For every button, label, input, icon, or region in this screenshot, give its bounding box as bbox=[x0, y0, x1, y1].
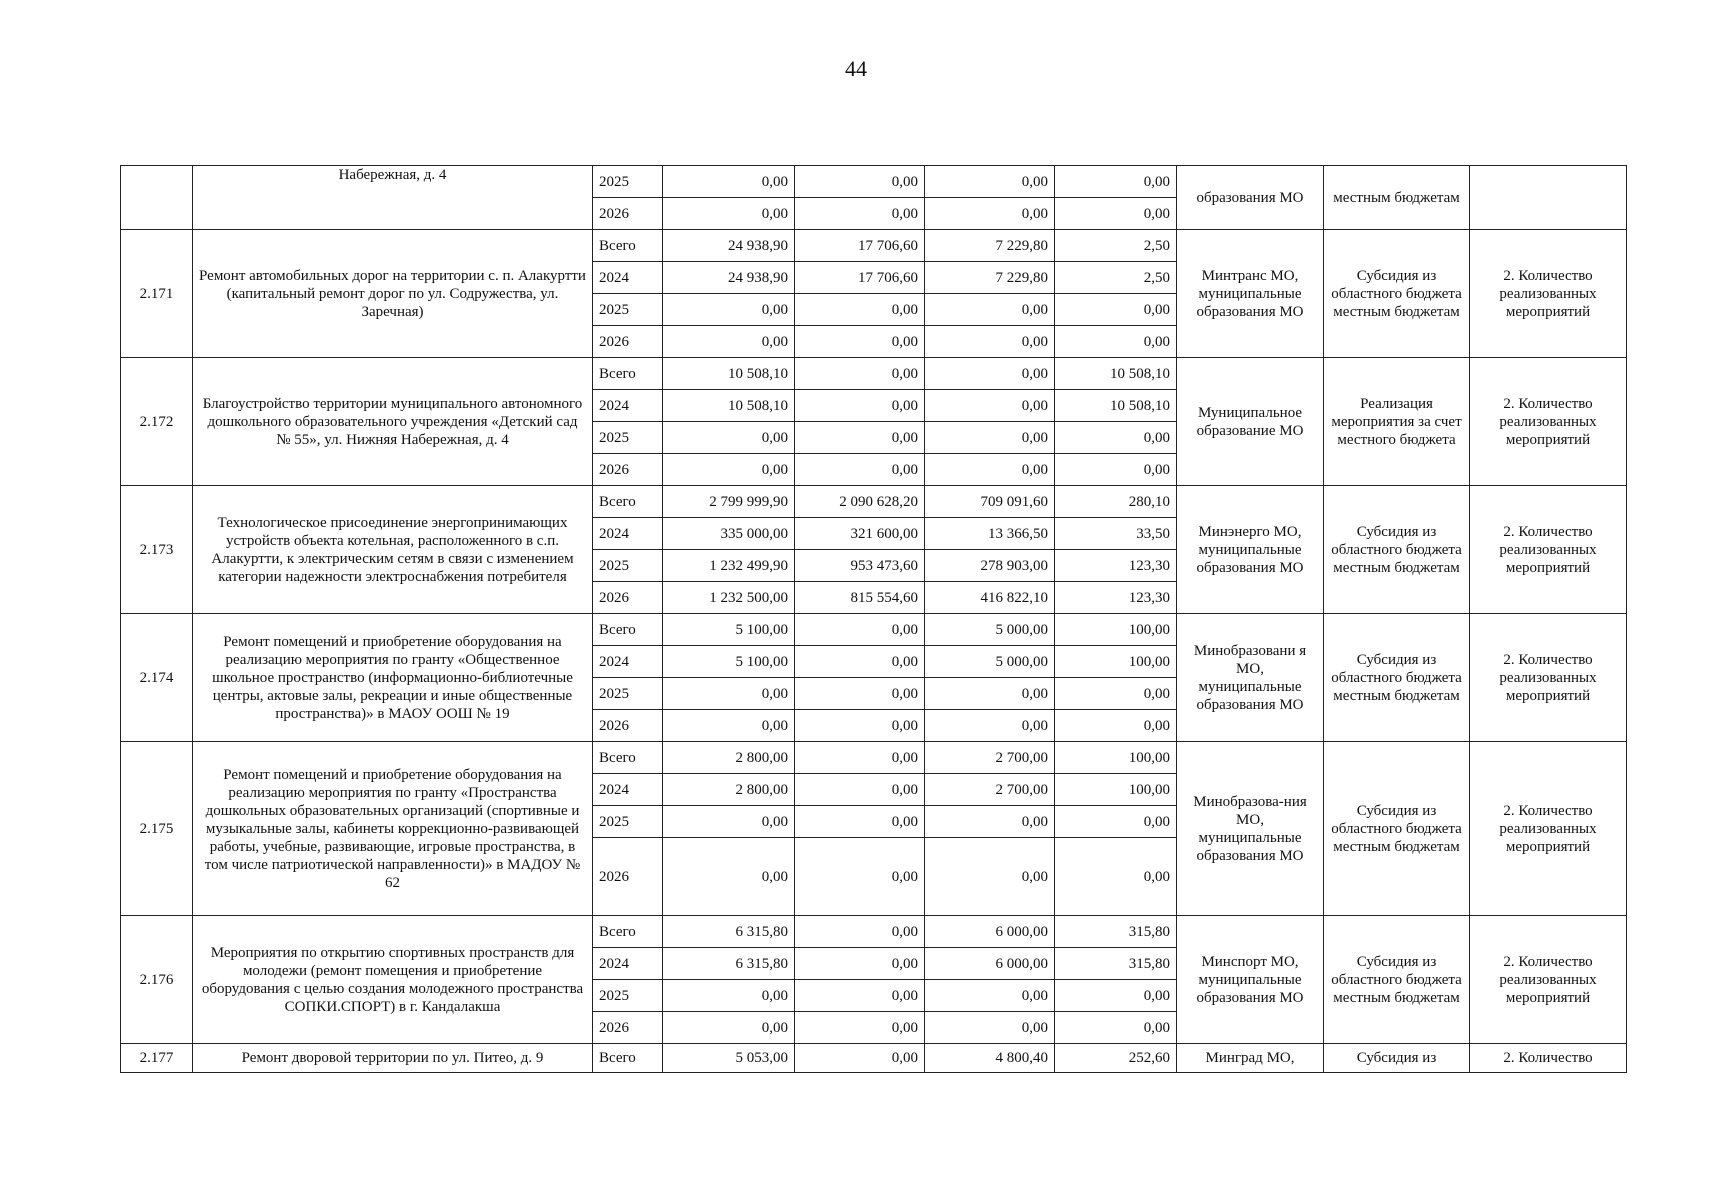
regional-amount-cell: 0,00 bbox=[925, 806, 1055, 838]
total-amount-cell: 0,00 bbox=[663, 710, 795, 742]
budget-table-container bbox=[120, 165, 1626, 1073]
federal-amount-cell: 0,00 bbox=[795, 774, 925, 806]
local-amount-cell: 0,00 bbox=[1055, 454, 1177, 486]
total-amount-cell: 0,00 bbox=[663, 838, 795, 916]
total-amount-cell: 5 053,00 bbox=[663, 1044, 795, 1073]
regional-amount-cell: 7 229,80 bbox=[925, 230, 1055, 262]
period-cell: 2024 bbox=[593, 646, 663, 678]
total-amount-cell: 2 800,00 bbox=[663, 742, 795, 774]
row-number-cell: 2.173 bbox=[121, 486, 193, 614]
row-number-cell: 2.172 bbox=[121, 358, 193, 486]
federal-amount-cell: 0,00 bbox=[795, 422, 925, 454]
local-amount-cell: 280,10 bbox=[1055, 486, 1177, 518]
measure-name-cell: Ремонт помещений и приобретение оборудования на реализацию мероприятия по гранту «Пространства дошкольных образовательных организаций (спортивные и музыкальные залы, кабинеты коррекционно-развивающей работы, учебные, развивающие, игровые пространства, в том числе патриотической направленности)» в МАДОУ № 62 bbox=[193, 742, 593, 916]
regional-amount-cell: 0,00 bbox=[925, 1012, 1055, 1044]
regional-amount-cell: 0,00 bbox=[925, 358, 1055, 390]
local-amount-cell: 0,00 bbox=[1055, 806, 1177, 838]
federal-amount-cell: 0,00 bbox=[795, 916, 925, 948]
total-amount-cell: 0,00 bbox=[663, 1012, 795, 1044]
period-cell: Всего bbox=[593, 230, 663, 262]
federal-amount-cell: 0,00 bbox=[795, 806, 925, 838]
local-amount-cell: 315,80 bbox=[1055, 916, 1177, 948]
local-amount-cell: 100,00 bbox=[1055, 614, 1177, 646]
total-amount-cell: 24 938,90 bbox=[663, 230, 795, 262]
federal-amount-cell: 17 706,60 bbox=[795, 262, 925, 294]
regional-amount-cell: 0,00 bbox=[925, 980, 1055, 1012]
local-amount-cell: 10 508,10 bbox=[1055, 390, 1177, 422]
regional-amount-cell: 2 700,00 bbox=[925, 774, 1055, 806]
federal-amount-cell: 0,00 bbox=[795, 710, 925, 742]
local-amount-cell: 2,50 bbox=[1055, 262, 1177, 294]
period-cell: 2026 bbox=[593, 198, 663, 230]
federal-amount-cell: 0,00 bbox=[795, 646, 925, 678]
period-cell: 2024 bbox=[593, 518, 663, 550]
total-amount-cell: 2 800,00 bbox=[663, 774, 795, 806]
measure-name-cell: Благоустройство территории муниципального автономного дошкольного образовательного учреждения «Детский сад № 55», ул. Нижняя Набережная, д. 4 bbox=[193, 358, 593, 486]
local-amount-cell: 0,00 bbox=[1055, 980, 1177, 1012]
indicator-cell: 2. Количество bbox=[1470, 1044, 1627, 1073]
local-amount-cell: 0,00 bbox=[1055, 198, 1177, 230]
period-cell: Всего bbox=[593, 1044, 663, 1073]
regional-amount-cell: 278 903,00 bbox=[925, 550, 1055, 582]
local-amount-cell: 100,00 bbox=[1055, 774, 1177, 806]
funding-source-cell: Субсидия из областного бюджета местным бюджетам bbox=[1324, 916, 1470, 1044]
measure-name-cell: Набережная, д. 4 bbox=[193, 166, 593, 230]
federal-amount-cell: 0,00 bbox=[795, 390, 925, 422]
row-number-cell: 2.176 bbox=[121, 916, 193, 1044]
federal-amount-cell: 0,00 bbox=[795, 678, 925, 710]
total-amount-cell: 24 938,90 bbox=[663, 262, 795, 294]
regional-amount-cell: 7 229,80 bbox=[925, 262, 1055, 294]
row-number-cell bbox=[121, 166, 193, 230]
funding-source-cell: местным бюджетам bbox=[1324, 166, 1470, 230]
total-amount-cell: 0,00 bbox=[663, 422, 795, 454]
executor-cell: Минэнерго МО, муниципальные образования МО bbox=[1177, 486, 1324, 614]
local-amount-cell: 0,00 bbox=[1055, 1012, 1177, 1044]
period-cell: 2026 bbox=[593, 1012, 663, 1044]
table-body bbox=[121, 166, 1627, 1073]
total-amount-cell: 6 315,80 bbox=[663, 916, 795, 948]
local-amount-cell: 100,00 bbox=[1055, 646, 1177, 678]
measure-name-cell: Ремонт помещений и приобретение оборудования на реализацию мероприятия по гранту «Общественное школьное пространство (информационно-библиотечные центры, актовые залы, рекреации и иные общественные пространства)» в МАОУ ООШ № 19 bbox=[193, 614, 593, 742]
regional-amount-cell: 0,00 bbox=[925, 454, 1055, 486]
period-cell: 2025 bbox=[593, 806, 663, 838]
regional-amount-cell: 709 091,60 bbox=[925, 486, 1055, 518]
indicator-cell: 2. Количество реализованных мероприятий bbox=[1470, 358, 1627, 486]
total-amount-cell: 5 100,00 bbox=[663, 614, 795, 646]
local-amount-cell: 252,60 bbox=[1055, 1044, 1177, 1073]
period-cell: 2026 bbox=[593, 582, 663, 614]
federal-amount-cell: 0,00 bbox=[795, 614, 925, 646]
indicator-cell: 2. Количество реализованных мероприятий bbox=[1470, 614, 1627, 742]
regional-amount-cell: 13 366,50 bbox=[925, 518, 1055, 550]
executor-cell: Минград МО, bbox=[1177, 1044, 1324, 1073]
period-cell: 2025 bbox=[593, 294, 663, 326]
indicator-cell bbox=[1470, 166, 1627, 230]
executor-cell: Минобразова-ния МО, муниципальные образования МО bbox=[1177, 742, 1324, 916]
period-cell: 2026 bbox=[593, 710, 663, 742]
local-amount-cell: 0,00 bbox=[1055, 166, 1177, 198]
local-amount-cell: 33,50 bbox=[1055, 518, 1177, 550]
total-amount-cell: 0,00 bbox=[663, 166, 795, 198]
period-cell: 2024 bbox=[593, 774, 663, 806]
funding-source-cell: Субсидия из областного бюджета местным бюджетам bbox=[1324, 486, 1470, 614]
funding-source-cell: Субсидия из bbox=[1324, 1044, 1470, 1073]
local-amount-cell: 2,50 bbox=[1055, 230, 1177, 262]
local-amount-cell: 123,30 bbox=[1055, 550, 1177, 582]
federal-amount-cell: 815 554,60 bbox=[795, 582, 925, 614]
local-amount-cell: 0,00 bbox=[1055, 838, 1177, 916]
regional-amount-cell: 2 700,00 bbox=[925, 742, 1055, 774]
regional-amount-cell: 416 822,10 bbox=[925, 582, 1055, 614]
total-amount-cell: 2 799 999,90 bbox=[663, 486, 795, 518]
total-amount-cell: 1 232 499,90 bbox=[663, 550, 795, 582]
local-amount-cell: 123,30 bbox=[1055, 582, 1177, 614]
period-cell: Всего bbox=[593, 742, 663, 774]
row-number-cell: 2.175 bbox=[121, 742, 193, 916]
local-amount-cell: 0,00 bbox=[1055, 326, 1177, 358]
total-amount-cell: 1 232 500,00 bbox=[663, 582, 795, 614]
measure-name-cell: Технологическое присоединение энергопринимающих устройств объекта котельная, расположенного в с.п. Алакуртти, к электрическим сетям в связи с изменением категории надежности электроснабжения потребителя bbox=[193, 486, 593, 614]
total-amount-cell: 10 508,10 bbox=[663, 390, 795, 422]
federal-amount-cell: 0,00 bbox=[795, 166, 925, 198]
period-cell: Всего bbox=[593, 486, 663, 518]
funding-source-cell: Реализация мероприятия за счет местного бюджета bbox=[1324, 358, 1470, 486]
total-amount-cell: 0,00 bbox=[663, 326, 795, 358]
regional-amount-cell: 4 800,40 bbox=[925, 1044, 1055, 1073]
period-cell: 2025 bbox=[593, 166, 663, 198]
local-amount-cell: 0,00 bbox=[1055, 422, 1177, 454]
federal-amount-cell: 0,00 bbox=[795, 326, 925, 358]
row-number-cell: 2.174 bbox=[121, 614, 193, 742]
total-amount-cell: 0,00 bbox=[663, 454, 795, 486]
local-amount-cell: 315,80 bbox=[1055, 948, 1177, 980]
period-cell: Всего bbox=[593, 358, 663, 390]
total-amount-cell: 0,00 bbox=[663, 980, 795, 1012]
table-row bbox=[121, 230, 1627, 262]
period-cell: 2024 bbox=[593, 390, 663, 422]
total-amount-cell: 0,00 bbox=[663, 678, 795, 710]
period-cell: 2024 bbox=[593, 948, 663, 980]
local-amount-cell: 100,00 bbox=[1055, 742, 1177, 774]
regional-amount-cell: 0,00 bbox=[925, 294, 1055, 326]
period-cell: 2025 bbox=[593, 550, 663, 582]
total-amount-cell: 5 100,00 bbox=[663, 646, 795, 678]
page-number: 44 bbox=[845, 56, 867, 81]
period-cell: 2026 bbox=[593, 838, 663, 916]
total-amount-cell: 0,00 bbox=[663, 198, 795, 230]
regional-amount-cell: 6 000,00 bbox=[925, 948, 1055, 980]
period-cell: Всего bbox=[593, 916, 663, 948]
period-cell: 2025 bbox=[593, 980, 663, 1012]
regional-amount-cell: 0,00 bbox=[925, 710, 1055, 742]
funding-source-cell: Субсидия из областного бюджета местным бюджетам bbox=[1324, 742, 1470, 916]
federal-amount-cell: 0,00 bbox=[795, 1012, 925, 1044]
local-amount-cell: 0,00 bbox=[1055, 294, 1177, 326]
federal-amount-cell: 17 706,60 bbox=[795, 230, 925, 262]
federal-amount-cell: 0,00 bbox=[795, 358, 925, 390]
total-amount-cell: 10 508,10 bbox=[663, 358, 795, 390]
executor-cell: Муниципальное образование МО bbox=[1177, 358, 1324, 486]
regional-amount-cell: 0,00 bbox=[925, 390, 1055, 422]
funding-source-cell: Субсидия из областного бюджета местным бюджетам bbox=[1324, 614, 1470, 742]
regional-amount-cell: 0,00 bbox=[925, 198, 1055, 230]
total-amount-cell: 0,00 bbox=[663, 806, 795, 838]
total-amount-cell: 0,00 bbox=[663, 294, 795, 326]
executor-cell: Минспорт МО, муниципальные образования МО bbox=[1177, 916, 1324, 1044]
local-amount-cell: 10 508,10 bbox=[1055, 358, 1177, 390]
indicator-cell: 2. Количество реализованных мероприятий bbox=[1470, 916, 1627, 1044]
period-cell: 2025 bbox=[593, 678, 663, 710]
federal-amount-cell: 0,00 bbox=[795, 454, 925, 486]
local-amount-cell: 0,00 bbox=[1055, 678, 1177, 710]
row-number-cell: 2.177 bbox=[121, 1044, 193, 1073]
regional-amount-cell: 0,00 bbox=[925, 166, 1055, 198]
total-amount-cell: 335 000,00 bbox=[663, 518, 795, 550]
measure-name-cell: Ремонт дворовой территории по ул. Питео, д. 9 bbox=[193, 1044, 593, 1073]
table-row bbox=[121, 742, 1627, 774]
federal-amount-cell: 321 600,00 bbox=[795, 518, 925, 550]
funding-source-cell: Субсидия из областного бюджета местным бюджетам bbox=[1324, 230, 1470, 358]
federal-amount-cell: 0,00 bbox=[795, 948, 925, 980]
federal-amount-cell: 0,00 bbox=[795, 838, 925, 916]
table-row bbox=[121, 358, 1627, 390]
regional-amount-cell: 0,00 bbox=[925, 326, 1055, 358]
regional-amount-cell: 5 000,00 bbox=[925, 614, 1055, 646]
federal-amount-cell: 0,00 bbox=[795, 1044, 925, 1073]
indicator-cell: 2. Количество реализованных мероприятий bbox=[1470, 230, 1627, 358]
period-cell: 2024 bbox=[593, 262, 663, 294]
measure-name-cell: Мероприятия по открытию спортивных пространств для молодежи (ремонт помещения и приобретение оборудования с целью создания молодежного пространства СОПКИ.СПОРТ) в г. Кандалакша bbox=[193, 916, 593, 1044]
executor-cell: Минобразовани я МО, муниципальные образования МО bbox=[1177, 614, 1324, 742]
executor-cell: Минтранс МО, муниципальные образования МО bbox=[1177, 230, 1324, 358]
regional-amount-cell: 0,00 bbox=[925, 678, 1055, 710]
total-amount-cell: 6 315,80 bbox=[663, 948, 795, 980]
period-cell: 2026 bbox=[593, 454, 663, 486]
regional-amount-cell: 0,00 bbox=[925, 422, 1055, 454]
table-row bbox=[121, 486, 1627, 518]
row-number-cell: 2.171 bbox=[121, 230, 193, 358]
period-cell: 2025 bbox=[593, 422, 663, 454]
executor-cell: образования МО bbox=[1177, 166, 1324, 230]
table-row bbox=[121, 614, 1627, 646]
indicator-cell: 2. Количество реализованных мероприятий bbox=[1470, 486, 1627, 614]
regional-amount-cell: 5 000,00 bbox=[925, 646, 1055, 678]
federal-amount-cell: 0,00 bbox=[795, 742, 925, 774]
measure-name-cell: Ремонт автомобильных дорог на территории с. п. Алакуртти (капитальный ремонт дорог по ул. Содружества, ул. Заречная) bbox=[193, 230, 593, 358]
budget-table bbox=[120, 165, 1627, 1073]
table-row bbox=[121, 916, 1627, 948]
period-cell: 2026 bbox=[593, 326, 663, 358]
regional-amount-cell: 6 000,00 bbox=[925, 916, 1055, 948]
local-amount-cell: 0,00 bbox=[1055, 710, 1177, 742]
federal-amount-cell: 0,00 bbox=[795, 294, 925, 326]
federal-amount-cell: 2 090 628,20 bbox=[795, 486, 925, 518]
federal-amount-cell: 953 473,60 bbox=[795, 550, 925, 582]
table-row bbox=[121, 1044, 1627, 1073]
federal-amount-cell: 0,00 bbox=[795, 198, 925, 230]
federal-amount-cell: 0,00 bbox=[795, 980, 925, 1012]
period-cell: Всего bbox=[593, 614, 663, 646]
indicator-cell: 2. Количество реализованных мероприятий bbox=[1470, 742, 1627, 916]
regional-amount-cell: 0,00 bbox=[925, 838, 1055, 916]
table-row bbox=[121, 166, 1627, 198]
